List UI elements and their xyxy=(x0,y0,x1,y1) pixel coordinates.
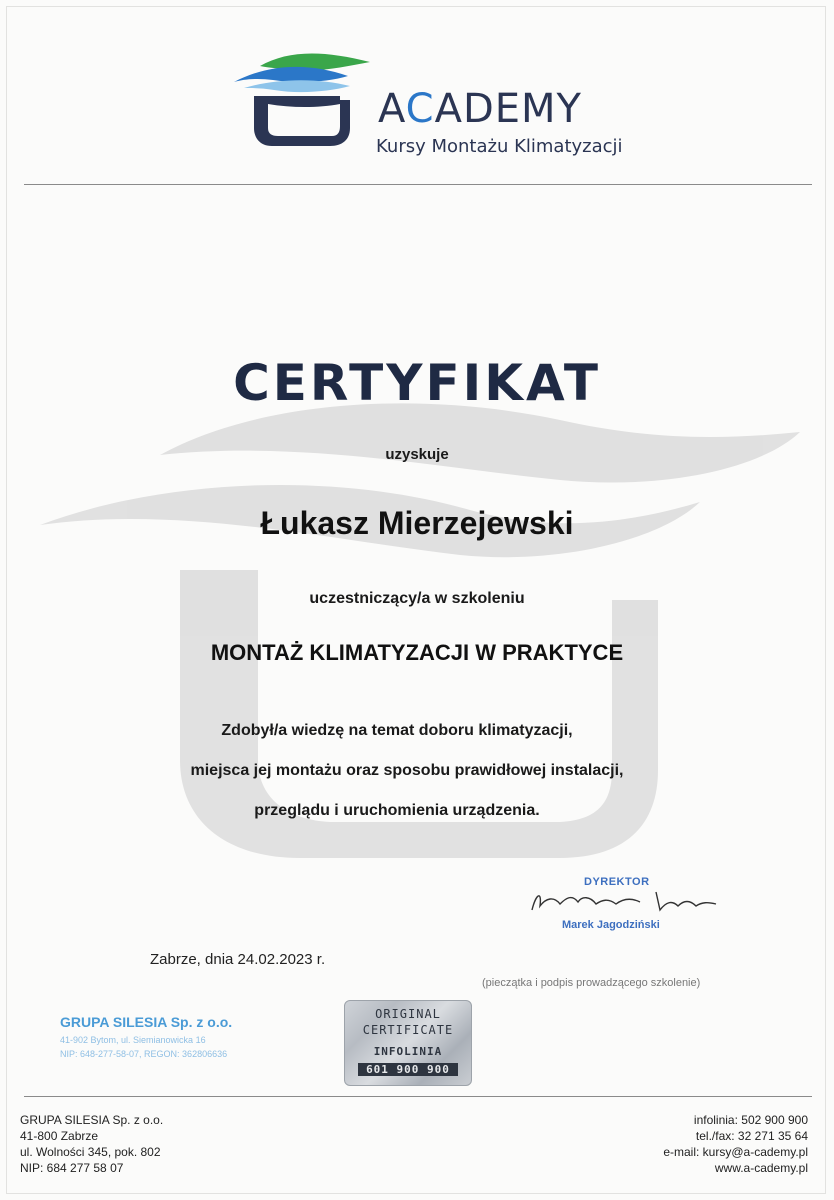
brand-tagline: Kursy Montażu Klimatyzacji xyxy=(376,136,623,157)
footer-email: e-mail: kursy@a-cademy.pl xyxy=(663,1145,808,1159)
company-stamp-address: 41-902 Bytom, ul. Siemianowicka 16 xyxy=(60,1035,206,1045)
header-divider xyxy=(24,184,812,185)
hologram-text: CERTIFICATE xyxy=(362,1023,454,1037)
footer-phone: infolinia: 502 900 900 xyxy=(693,1113,808,1127)
stamp-role: DYREKTOR xyxy=(584,876,650,888)
participation-label: uczestniczący/a w szkoleniu xyxy=(309,590,525,607)
granted-label: uzyskuje xyxy=(385,446,449,463)
academy-logo-icon xyxy=(228,48,378,148)
issue-date: Zabrze, dnia 24.02.2023 r. xyxy=(150,951,326,968)
certificate-title: CERTYFIKAT xyxy=(233,354,601,412)
hologram-phone: 601 900 900 xyxy=(358,1063,458,1076)
company-stamp-name: GRUPA SILESIA Sp. z o.o. xyxy=(60,1014,233,1030)
hologram-text: ORIGINAL xyxy=(375,1007,441,1021)
brand-name: ACADEMY xyxy=(378,86,582,132)
recipient-name: Łukasz Mierzejewski xyxy=(260,505,574,541)
footer-line: GRUPA SILESIA Sp. z o.o. xyxy=(20,1113,164,1127)
footer-contact xyxy=(663,1112,808,1176)
signature-caption: (pieczątka i podpis prowadzącego szkolenie) xyxy=(482,977,701,989)
description-line: Zdobył/a wiedzę na temat doboru klimatyzacji, xyxy=(221,722,573,739)
company-stamp-ids: NIP: 648-277-58-07, REGON: 362806636 xyxy=(60,1049,228,1059)
footer-line: NIP: 684 277 58 07 xyxy=(20,1161,124,1175)
footer-divider xyxy=(24,1096,812,1097)
footer-company xyxy=(20,1112,163,1176)
course-title: MONTAŻ KLIMATYZACJI W PRAKTYCE xyxy=(210,640,624,665)
footer-fax: tel./fax: 32 271 35 64 xyxy=(695,1129,808,1143)
original-certificate-hologram xyxy=(344,1000,472,1086)
description-line: miejsca jej montażu oraz sposobu prawidłowej instalacji, xyxy=(190,762,624,779)
footer-line: 41-800 Zabrze xyxy=(20,1129,99,1143)
hologram-text: INFOLINIA xyxy=(373,1045,443,1058)
stamp-name: Marek Jagodziński xyxy=(562,919,660,931)
footer-line: ul. Wolności 345, pok. 802 xyxy=(20,1145,161,1159)
footer-website: www.a-cademy.pl xyxy=(714,1161,808,1175)
description-line: przeglądu i uruchomienia urządzenia. xyxy=(254,802,540,819)
